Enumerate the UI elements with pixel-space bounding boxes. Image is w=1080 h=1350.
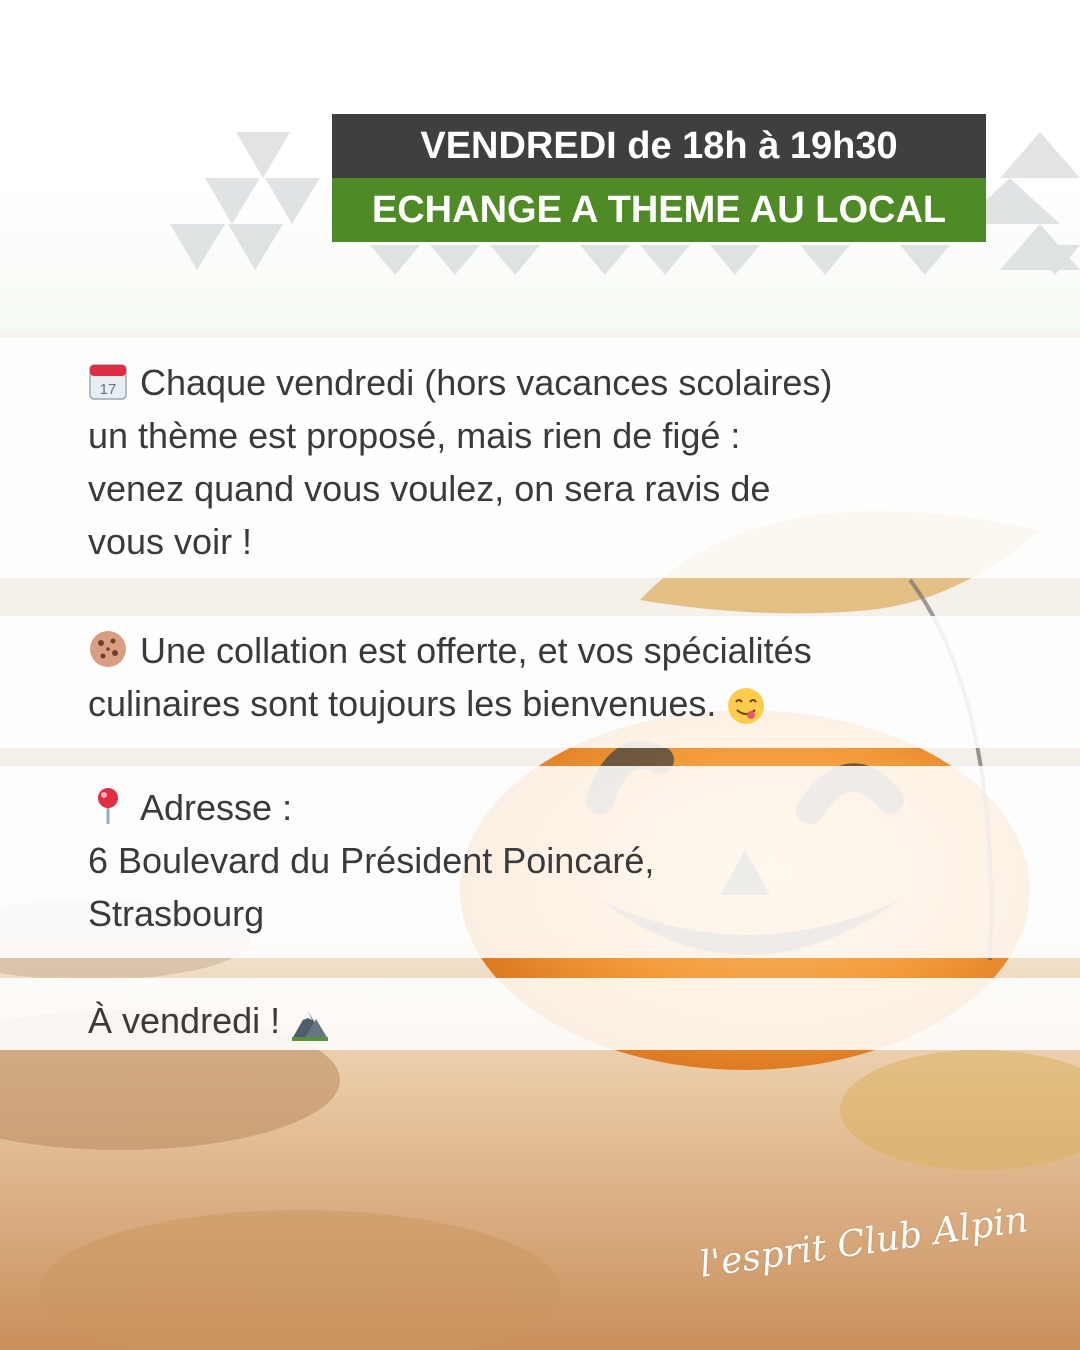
closing-line bbox=[88, 994, 1020, 1047]
schedule-text-3: venez quand vous voulez, on sera ravis de bbox=[88, 468, 771, 509]
theme-banner: ECHANGE A THEME AU LOCAL bbox=[332, 178, 986, 242]
schedule-info-block bbox=[0, 338, 1080, 578]
closing-block bbox=[0, 978, 1080, 1050]
club-signature-logo: l'esprit Club Alpin bbox=[697, 1199, 1031, 1286]
schedule-text-4: vous voir ! bbox=[88, 521, 253, 562]
closing-text: À vendredi ! bbox=[88, 1000, 281, 1041]
yum-face-icon bbox=[726, 686, 766, 726]
address-line-1 bbox=[88, 781, 1020, 834]
snack-text-2: culinaires sont toujours les bienvenues. bbox=[88, 683, 717, 724]
address-street: 6 Boulevard du Président Poincaré, bbox=[88, 840, 655, 881]
snack-info-block bbox=[0, 616, 1080, 748]
address-label: Adresse : bbox=[140, 787, 293, 828]
snack-line-2 bbox=[88, 677, 1020, 730]
address-info-block bbox=[0, 766, 1080, 958]
pushpin-icon bbox=[88, 786, 128, 826]
cookie-icon bbox=[88, 629, 128, 669]
mountain-icon bbox=[290, 1003, 330, 1043]
schedule-line-1 bbox=[88, 356, 1020, 409]
snack-line-1 bbox=[88, 624, 1020, 677]
schedule-text-1: Chaque vendredi (hors vacances scolaires) bbox=[140, 362, 833, 403]
snack-text-1: Une collation est offerte, et vos spécialités bbox=[140, 630, 812, 671]
schedule-banner: VENDREDI de 18h à 19h30 bbox=[332, 114, 986, 178]
svg-text:17: 17 bbox=[99, 381, 117, 398]
address-city: Strasbourg bbox=[88, 893, 265, 934]
calendar-icon bbox=[88, 361, 128, 401]
schedule-text-2: un thème est proposé, mais rien de figé : bbox=[88, 415, 741, 456]
